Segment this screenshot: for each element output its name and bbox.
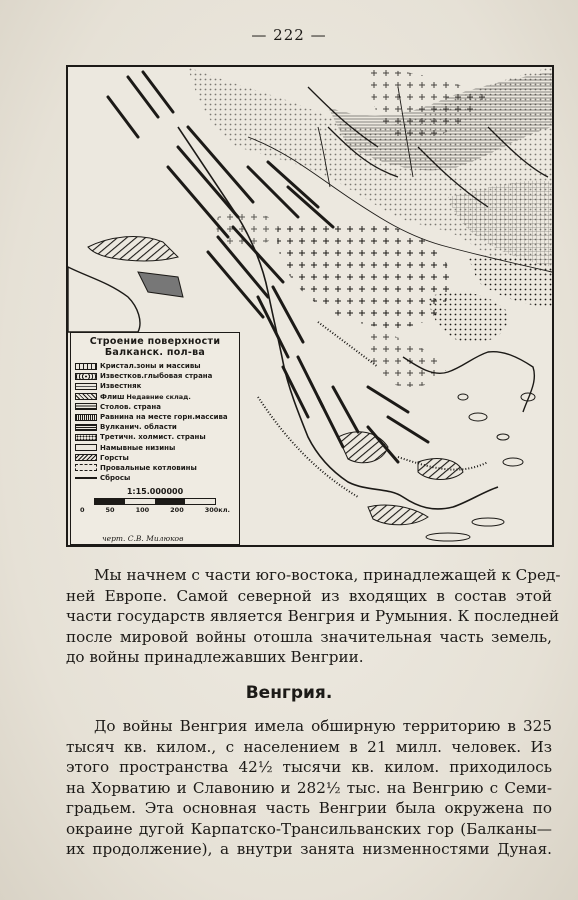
table-land-swatch-icon xyxy=(75,403,97,410)
legend-title-line2: Балканск. пол-ва xyxy=(104,347,206,358)
alluvial-swatch-icon xyxy=(75,444,97,451)
limestone-block-swatch-icon xyxy=(75,373,97,380)
legend-item: Намывные низины xyxy=(75,443,235,453)
limestone-swatch-icon xyxy=(75,383,97,390)
legend-item: Флиш Недавние склад. xyxy=(75,392,235,402)
text-line: ней Европе. Самой северной из входящих в состав этой xyxy=(66,586,552,605)
map-credit: черт. С.В. Милюков xyxy=(102,534,184,543)
basin-swatch-icon xyxy=(75,464,97,471)
legend-item: Равнина на месте горн.массива xyxy=(75,412,235,422)
paragraph-intro xyxy=(66,565,561,668)
legend-item: Сбросы xyxy=(75,473,235,483)
legend-item: Кристал.зоны и массивы xyxy=(75,361,235,371)
page-number: — 222 — xyxy=(251,26,327,44)
text-line: части государств является Венгрия и Румыния. К последней xyxy=(66,607,560,625)
scale-bar xyxy=(94,498,216,505)
paragraph-hungary xyxy=(66,716,552,860)
legend-item: Известков.глыбовая страна xyxy=(75,371,235,381)
tertiary-hills-swatch-icon xyxy=(75,434,97,441)
text-line: градьем. Эта основная часть Венгрии была окружена по xyxy=(66,799,552,817)
text-line: на Хорватию и Славонию и 282½ тыс. на Венгрию с Семи- xyxy=(66,778,552,797)
legend-item: Горсты xyxy=(75,453,235,463)
map-scale-text: 1:15.000000 xyxy=(126,487,184,497)
legend-item: Третичн. холмист. страны xyxy=(75,432,235,442)
text-line: их продолжение), а внутри занята низменностями Дуная. xyxy=(66,840,552,858)
legend-item: Вулканич. области xyxy=(75,422,235,432)
map-legend xyxy=(70,332,240,545)
scale-labels: 0 50 100 200 300кл. xyxy=(80,506,230,515)
flysch-swatch-icon xyxy=(75,393,97,400)
volcanic-swatch-icon xyxy=(75,424,97,431)
legend-title-line1: Строение поверхности xyxy=(89,336,221,347)
legend-item: Столов. страна xyxy=(75,402,235,412)
text-line: до войны принадлежавших Венгрии. xyxy=(66,648,364,666)
text-line: этого пространства 42½ тысячи кв. килом. приходилось xyxy=(66,758,552,776)
horst-swatch-icon xyxy=(75,454,97,461)
text-line: До войны Венгрия имела обширную территорию в 325 xyxy=(94,717,552,735)
text-line: Мы начнем с части юго-востока, принадлежащей к Сред- xyxy=(94,566,561,584)
legend-brace-note: Недавние склад. xyxy=(126,392,191,401)
balkan-surface-map xyxy=(66,65,554,547)
legend-items xyxy=(75,361,235,483)
legend-item: Известняк xyxy=(75,381,235,391)
legend-item: Провальные котловины xyxy=(75,463,235,473)
text-line: после мировой войны отошла значительная часть земель, xyxy=(66,627,552,646)
fault-line-icon xyxy=(75,477,97,479)
plain-swatch-icon xyxy=(75,414,97,421)
text-line: окраине дугой Карпатско-Трансильванских гор (Балканы— xyxy=(66,819,552,838)
text-line: тысяч кв. килом., с населением в 21 милл. человек. Из xyxy=(66,737,552,756)
crystal-swatch-icon xyxy=(75,363,97,370)
section-heading: Венгрия. xyxy=(245,683,333,703)
